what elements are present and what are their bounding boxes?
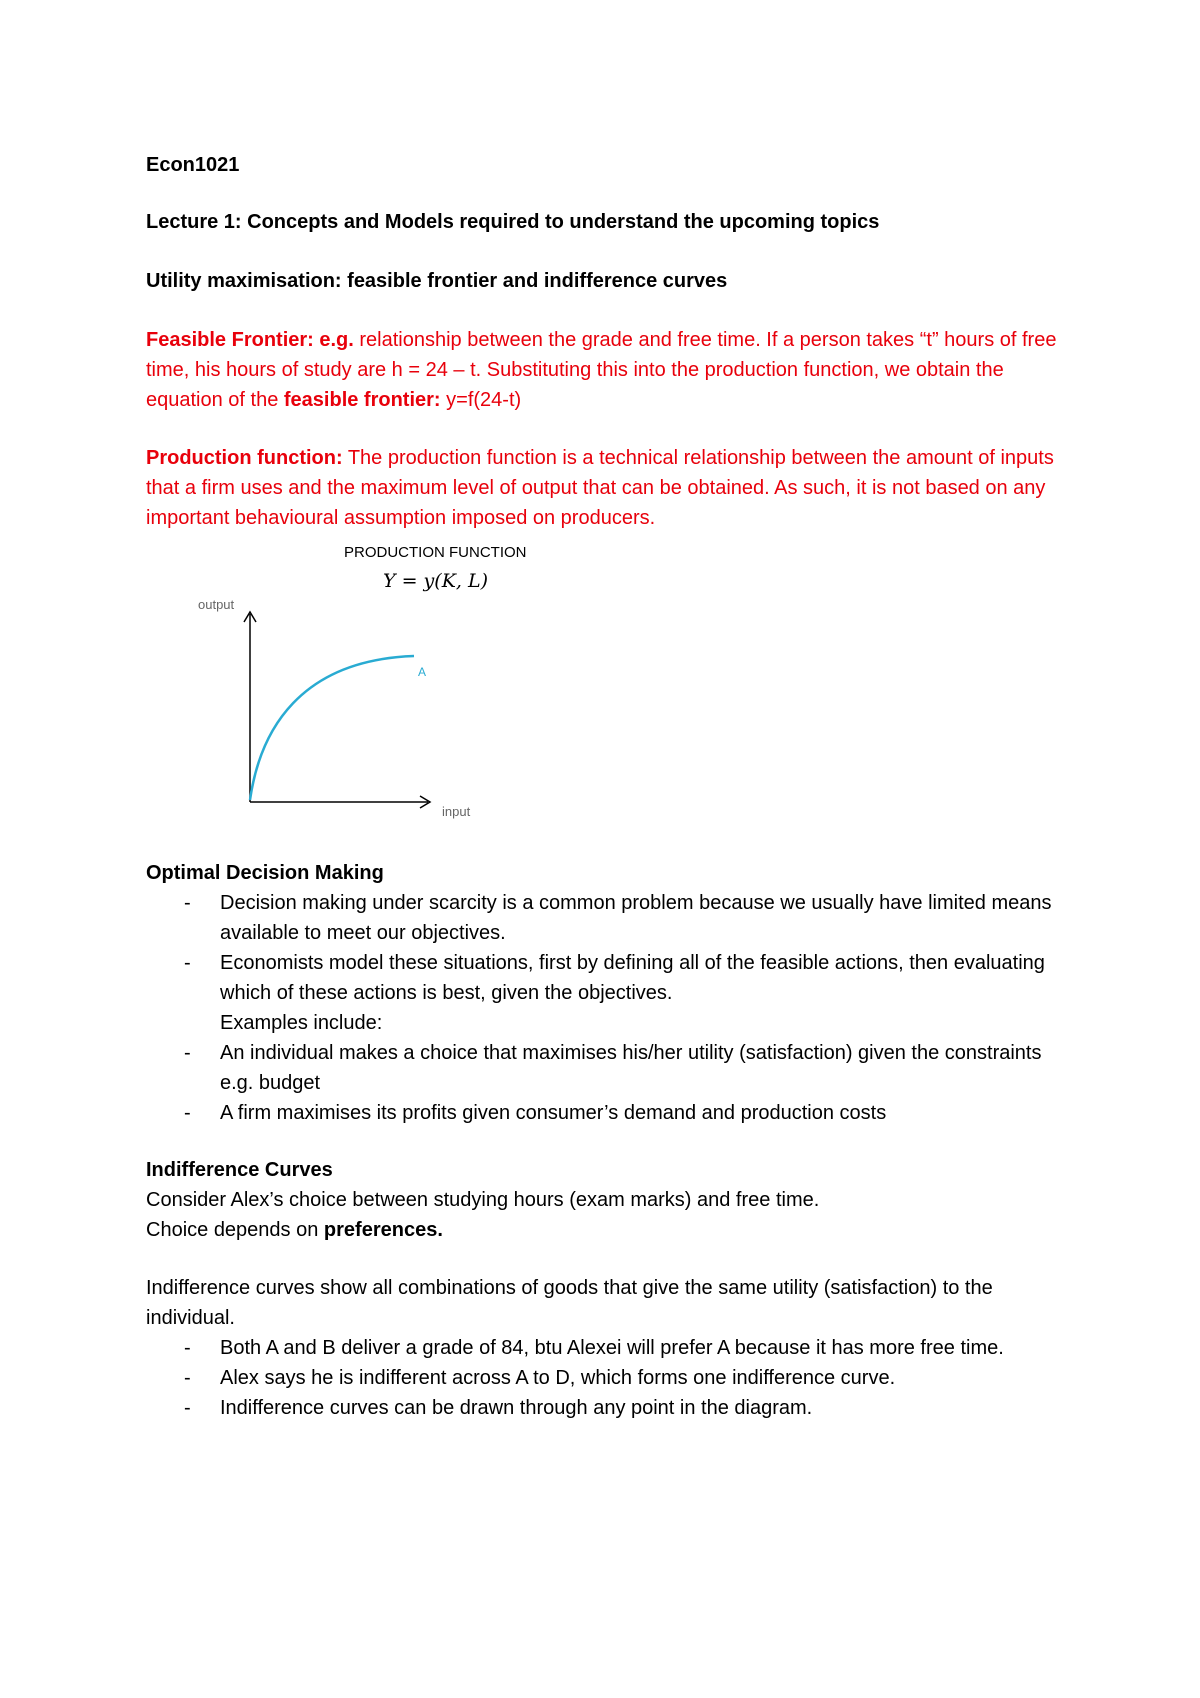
feasible-frontier-term: Feasible Frontier: (146, 329, 314, 351)
feasible-frontier-paragraph (146, 325, 1066, 415)
bullet-dash: - (184, 892, 191, 914)
bullet-dash: - (184, 1042, 191, 1064)
figure-formula: Y = y(K, L) (383, 570, 488, 592)
list-item: - Alex says he is indifferent across A to D, which forms one indifference curve. (146, 1363, 1066, 1393)
course-code: Econ1021 (146, 154, 240, 176)
feasible-frontier-equation: y=f(24-t) (440, 389, 522, 411)
bullet-dash: - (184, 952, 191, 974)
indifference-line-1: Consider Alex’s choice between studying hours (exam marks) and free time. (146, 1189, 820, 1211)
lecture-title: Lecture 1: Concepts and Models required to understand the upcoming topics (146, 211, 880, 233)
section-title: Utility maximisation: feasible frontier and indifference curves (146, 270, 728, 292)
list-item: - Economists model these situations, first by defining all of the feasible actions, then evaluating which of these actions is best, given the objectives. (146, 948, 1066, 1008)
bullet-dash: - (184, 1102, 191, 1124)
indifference-paragraph: Indifference curves show all combinations of goods that give the same utility (satisfaction) to the individual. (146, 1277, 993, 1329)
feasible-frontier-text: relationship between the grade and free time. If a person takes “t” hours of free time, his hours of study are h = 24 – t. Substituting this into the production function, we obtain the equation of the (146, 329, 1057, 411)
indifference-list (146, 1333, 1066, 1423)
feasible-frontier-eg: e.g. (319, 329, 354, 351)
production-function-term: Production function: (146, 447, 343, 469)
feasible-frontier-bold-term: feasible frontier: (283, 389, 441, 411)
production-curve (250, 656, 414, 800)
optimal-decision-heading: Optimal Decision Making (146, 862, 384, 884)
curve-label-a: A (418, 665, 427, 679)
figure-title: PRODUCTION FUNCTION (344, 544, 527, 561)
x-axis-label: input (442, 804, 471, 819)
bullet-dash: - (184, 1337, 191, 1359)
bullet-dash: - (184, 1367, 191, 1389)
examples-label: Examples include: (220, 1012, 383, 1034)
bullet-dash: - (184, 1397, 191, 1419)
production-function-text: The production function is a technical relationship between the amount of inputs that a firm uses and the maximum level of output that can be obtained. As such, it is not based on any important behavioural assumption imposed on producers. (146, 447, 1054, 529)
list-item: - Both A and B deliver a grade of 84, btu Alexei will prefer A because it has more free time. (146, 1333, 1066, 1363)
list-item: - Indifference curves can be drawn through any point in the diagram. (146, 1393, 1066, 1423)
list-item: - An individual makes a choice that maximises his/her utility (satisfaction) given the constraints e.g. budget (146, 1038, 1066, 1098)
production-function-chart (190, 590, 500, 830)
indifference-heading: Indifference Curves (146, 1159, 333, 1181)
indifference-line-2: Choice depends on preferences. (146, 1219, 443, 1241)
list-item: - Decision making under scarcity is a common problem because we usually have limited means available to meet our objectives. (146, 888, 1066, 948)
optimal-decision-list (146, 888, 1066, 1128)
list-item: - A firm maximises its profits given consumer’s demand and production costs (146, 1098, 1066, 1128)
production-function-paragraph (146, 443, 1066, 533)
y-axis-label: output (198, 597, 235, 612)
